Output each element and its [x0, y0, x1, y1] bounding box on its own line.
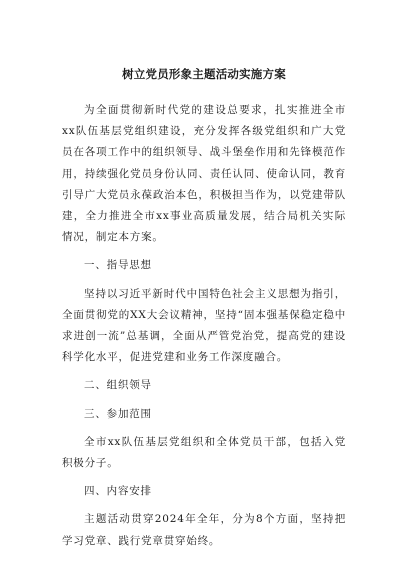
document-page	[62, 58, 346, 559]
section-heading-organization: 二、组织领导	[84, 379, 152, 392]
guiding-ideology-paragraph: 坚持以习近平新时代中国特色社会主义思想为指引，全面贯彻党的XX大会议精神，坚持“固本强基保稳定稳中求进创一流”总基调，全面从严管党治党，提高党的建设科学化水平，促进党建和业务工作深度融合。	[62, 287, 346, 364]
content-paragraph: 主题活动贯穿2024年全年，分为8个方面，坚持把学习党章、践行党章贯穿始终。	[62, 513, 346, 547]
intro-paragraph: 为全面贯彻新时代党的建设总要求，扎实推进全市xx队伍基层党组织建设，充分发挥各级党组织和广大党员在各项工作中的组织领导、战斗堡垒作用和先锋模范作用，持续强化党员身份认同、责任认同、使命认同，教育引导广大党员永葆政治本色，积极担当作为，以党建带队建，全力推进全市xx事业高质量发展，结合局机关实际情况，制定本方案。	[62, 104, 346, 244]
section-heading-scope: 三、参加范围	[84, 407, 152, 420]
document-title: 树立党员形象主题活动实施方案	[122, 67, 286, 81]
section-heading-content: 四、内容安排	[84, 485, 152, 498]
section-heading-guiding-ideology: 一、指导思想	[84, 259, 152, 272]
scope-paragraph: 全市xx队伍基层党组织和全体党员干部，包括入党积极分子。	[62, 435, 346, 470]
